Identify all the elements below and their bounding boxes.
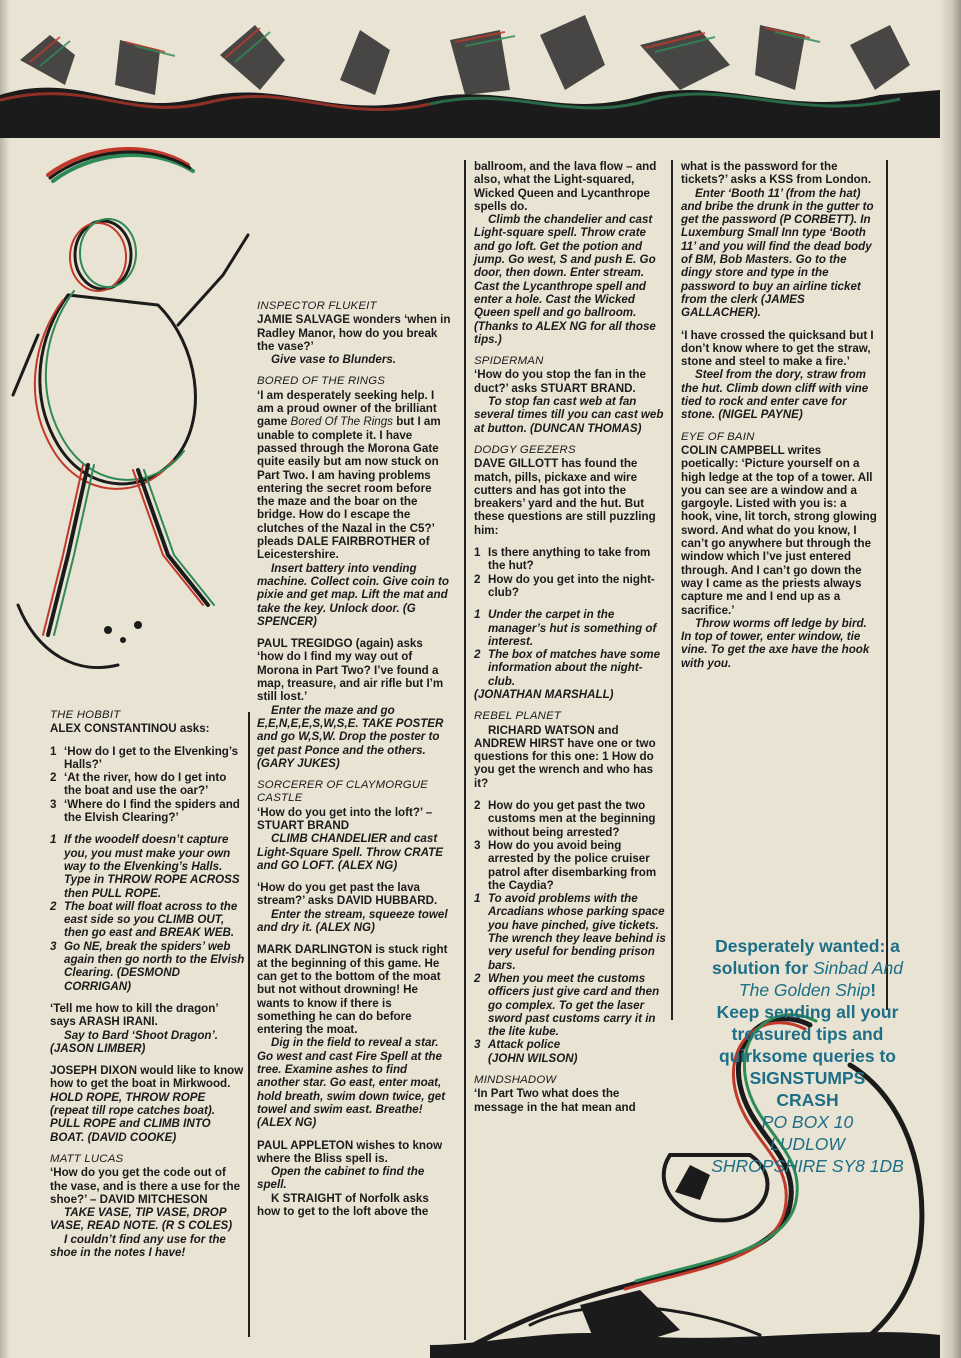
question: ballroom, and the lava flow – and also, what the Light-squared, Wicked Queen and Lycanthrope spells do. (474, 160, 657, 213)
question-continued: K STRAIGHT of Norfolk asks how to get to the loft above the (257, 1191, 429, 1218)
entry-mindshadow (474, 1074, 666, 1114)
answer: Enter ‘Booth 11’ (from the hat) and bribe the drunk in the gutter to get the password (P CORBETT). In Luxemburg Small Inn type ‘Booth 11’ and you will find the dead body of BM, Bob Masters. Go to the dingy store and type in the password to buy an airline ticket from the clerk (JAMES GALLACHER). (681, 186, 874, 320)
answer: Open the cabinet to find the spell. (257, 1165, 425, 1192)
game-heading: MATT LUCAS (50, 1152, 124, 1165)
address-line: LUDLOW (770, 1134, 845, 1154)
list-item: 2 When you meet the customs officers just give card and then go complex. To get the laser sword past customs carry it in the lite kube. (474, 971, 660, 1039)
credit: (JONATHAN MARSHALL) (474, 687, 614, 701)
entry-the-hobbit (50, 709, 245, 736)
list-item: 2 ‘At the river, how do I get into the boat and use the oar?’ (50, 771, 227, 798)
question: ‘Tell me how to kill the dragon’ says ARASH IRANI. (50, 1001, 218, 1029)
answer: CLIMB CHANDELIER and cast Light-Square Spell. Throw CRATE and GO LOFT. (ALEX NG) (257, 832, 443, 872)
answer: Enter the maze and go E,E,N,E,E,S,W,S,E. TAKE POSTER and go W,S,W. Drop the poster to get past Ponce and the others. (GARY JUKES) (257, 703, 444, 770)
numbered-answers (50, 833, 245, 993)
numbered-questions (474, 546, 666, 599)
address-line: PO BOX 10 (761, 1112, 854, 1132)
header-illustration (0, 0, 961, 138)
answer: Dig in the field to reveal a star. Go west and cast Fire Spell at the tree. Examine ashes to find another star. Go east, enter moat, hold breath, swim down twice, get towel and swim east. Breathe! (ALEX NG) (257, 1036, 446, 1130)
entry-ballroom-continued (474, 160, 666, 346)
entry-mindshadow-continued (681, 160, 879, 320)
column-divider (886, 160, 888, 1010)
list-item: 2 How do you get into the night-club? (474, 572, 655, 599)
question: ALEX CONSTANTINOU asks: (50, 722, 210, 736)
answer: To stop fan cast web at fan several times till you can cast web at button. (DUNCAN THOMAS) (474, 395, 664, 435)
question: what is the password for the tickets?’ asks a KSS from London. (681, 160, 872, 187)
game-heading: SORCERER OF CLAYMORGUE CASTLE (257, 779, 429, 805)
question: ‘How do you get past the lava stream?’ asks DAVID HUBBARD. (257, 881, 438, 908)
entry-matt-lucas (50, 1153, 245, 1259)
address-line: SHROPSHIRE SY8 1DB (711, 1156, 904, 1176)
entry-rebel-planet (474, 710, 666, 790)
list-item: 2 How do you get past the two customs men at the beginning without being arrested? (474, 799, 656, 839)
column-3 (474, 160, 666, 1123)
question: ‘How do you stop the fan in the duct?’ asks STUART BRAND. (474, 368, 646, 395)
column-divider (671, 160, 673, 1020)
entry-lava-stream (257, 881, 452, 934)
list-item: 1 Under the carpet in the manager’s hut is something of interest. (474, 608, 657, 648)
list-item: 1 ‘How do I get to the Elvenking’s Halls?’ (50, 744, 239, 771)
question: PAUL TREGIDGO (again) asks ‘how do I find my way out of Morona in Part Two? I’ve found a map, treasure, and air rifle but I’m still lost.’ (257, 637, 444, 704)
question: JAMIE SALVAGE wonders ‘when in Radley Manor, how do you break the vase?’ (257, 313, 451, 353)
question: COLIN CAMPBELL writes poetically: ‘Picture yourself on a high ledge at the top of a tower. All you can see are a window and a gargoyle. Listed with you is: a hook, vine, lit torch, strong glowing sword. And what do you know, I can’t go anywhere but through the window which I’ve just entered through. And I can’t go down the way I came as the priests always capture me and I end up as a sacrifice.’ (681, 443, 877, 617)
answer: Steel from the dory, straw from the hut. Climb down cliff with vine tied to rock and enter cave for stone. (NIGEL PAYNE) (681, 368, 869, 422)
question: ‘How do you get into the loft?’ – STUART BRAND (257, 805, 433, 832)
answer: Give vase to Blunders. (271, 353, 397, 367)
list-item: 3 ‘Where do I find the spiders and the Elvish Clearing?’ (50, 797, 240, 825)
address-line: CRASH (776, 1090, 839, 1110)
credit: (JOHN WILSON) (488, 1051, 578, 1065)
list-item: 1 If the woodelf doesn’t capture you, you must make your own way to the Elvenking’s Halls. Type in THROW ROPE ACROSS then PULL ROPE. (50, 833, 240, 900)
entry-eye-of-bain (681, 431, 879, 670)
question: PAUL APPLETON wishes to know where the Bliss spell is. (257, 1138, 443, 1165)
entry-dragon (50, 1002, 245, 1055)
page-edge-shadow (939, 0, 961, 1358)
numbered-questions (474, 799, 666, 892)
column-divider (248, 712, 250, 1337)
entry-inspector-flukeit (257, 300, 452, 366)
question: ‘I have crossed the quicksand but I don’t know where to get the straw, stone and steel to make a fire.’ (681, 328, 874, 369)
entry-sorcerer-claymorgue (257, 779, 452, 872)
list-item: 3 Attack police (474, 1038, 561, 1052)
game-heading: THE HOBBIT (50, 709, 121, 721)
entry-spiderman (474, 355, 666, 435)
answer: Enter the stream, squeeze towel and dry it. (ALEX NG) (257, 907, 448, 935)
question: RICHARD WATSON and ANDREW HIRST have one or two questions for this one: 1 How do you get the wrench and who has it? (474, 723, 656, 790)
submission-appeal (700, 935, 915, 1177)
game-heading: REBEL PLANET (474, 710, 562, 723)
game-heading: EYE OF BAIN (681, 430, 755, 443)
answer-note: I couldn’t find any use for the shoe in the notes I have! (50, 1232, 226, 1259)
question: JOSEPH DIXON would like to know how to get the boat in Mirkwood. HOLD ROPE, THROW ROPE (repeat till rope catches boat). PULL ROPE and CLIMB INTO BOAT. (DAVID COOKE) (50, 1064, 244, 1144)
numbered-answers (474, 608, 666, 688)
answer: Climb the chandelier and cast Light-square spell. Throw crate and go loft. Get the potion and jump. Go west, S and push E. Go door, then down. Enter stream. Cast the Lycanthrope spell and enter a hole. Cast the Wicked Queen spell and go ballroom. (Thanks to ALEX NG for all those tips.) (474, 213, 656, 346)
entry-mark-darlington (257, 943, 452, 1129)
list-item: 3 How do you avoid being arrested by the police cruiser patrol after disembarking from the Caydia? (474, 838, 657, 892)
column-2 (257, 300, 452, 1227)
appeal-body: Keep sending all your treasured tips and quirksome queries to (716, 1002, 899, 1066)
question: ‘In Part Two what does the message in the hat mean and (474, 1087, 636, 1114)
column-1 (50, 709, 245, 1268)
entry-paul-appleton (257, 1139, 452, 1219)
appeal-headline: Desperately wanted: a solution for Sinbad And The Golden Ship! (712, 936, 903, 1000)
column-4 (681, 160, 879, 679)
game-heading: BORED OF THE RINGS (257, 375, 386, 388)
game-heading: MINDSHADOW (474, 1074, 557, 1086)
list-item: 3 Go NE, break the spiders’ web again then go north to the Elvish Clearing. (DESMOND CORRIGAN) (50, 939, 245, 993)
question: MARK DARLINGTON is stuck right at the beginning of this game. He can get to the bottom of the moat but not without drowning! He wants to know if there is something he can do before entering the moat. (257, 943, 448, 1037)
entry-boat-mirkwood (50, 1064, 245, 1144)
numbered-questions (50, 745, 245, 825)
question: ‘How do you get the code out of the vase, and is there a use for the shoe?’ – DAVID MITCHESON (50, 1166, 241, 1206)
game-heading: SPIDERMAN (474, 355, 544, 368)
address-line: SIGNSTUMPS (749, 1068, 866, 1088)
entry-dodgy-geezers (474, 444, 666, 537)
game-heading: DODGY GEEZERS (474, 443, 576, 456)
question: DAVE GILLOTT has found the match, pills, pickaxe and wire cutters and has got into the breakers’ yard and the hut. But these questions are still puzzling him: (474, 457, 656, 537)
list-item: 1 Is there anything to take from the hut? (474, 546, 651, 573)
list-item: 2 The boat will float across to the east side so you CLIMB OUT, then go east and BREAK WEB. (50, 899, 238, 940)
numbered-answers (474, 892, 666, 1052)
answer: TAKE VASE, TIP VASE, DROP VASE, READ NOTE. (R S COLES) (50, 1206, 233, 1233)
entry-paul-tregidgo (257, 637, 452, 770)
list-item: 1 To avoid problems with the Arcadians whose parking space you have pinched, give tickets. The wrench they leave behind is very useful for bending prison bars. (474, 892, 666, 972)
game-heading: INSPECTOR FLUKEIT (257, 300, 377, 312)
warrior-illustration (8, 135, 253, 695)
answer: Insert battery into vending machine. Collect coin. Give coin to pixie and get map. Lift the mat and take the key. Unlock door. (G SPENCER) (257, 561, 449, 628)
question: ‘I am desperately seeking help. I am a proud owner of the brilliant game Bored Of The Rings but I am unable to complete it. I have passed through the Morona Gate quite easily but am now stuck on Part Two. I am having problems entering the secret room before the maze and the boar on the bridge. How do I escape the clutches of the Nazal in the C5?’ pleads DALE FAIRBROTHER of Leicestershire. (257, 388, 441, 562)
column-divider (464, 160, 466, 1340)
answer: Say to Bard ‘Shoot Dragon’. (JASON LIMBER) (50, 1028, 218, 1055)
list-item: 2 The box of matches have some information about the night-club. (474, 648, 661, 688)
entry-quicksand (681, 329, 879, 422)
answer: Throw worms off ledge by bird. In top of tower, enter window, tie vine. To get the axe have the hook with you. (681, 616, 870, 670)
entry-bored-of-the-rings (257, 375, 452, 628)
answer: HOLD ROPE, THROW ROPE (repeat till rope catches boat). PULL ROPE and CLIMB INTO BOAT. (DAVID COOKE) (50, 1090, 215, 1144)
